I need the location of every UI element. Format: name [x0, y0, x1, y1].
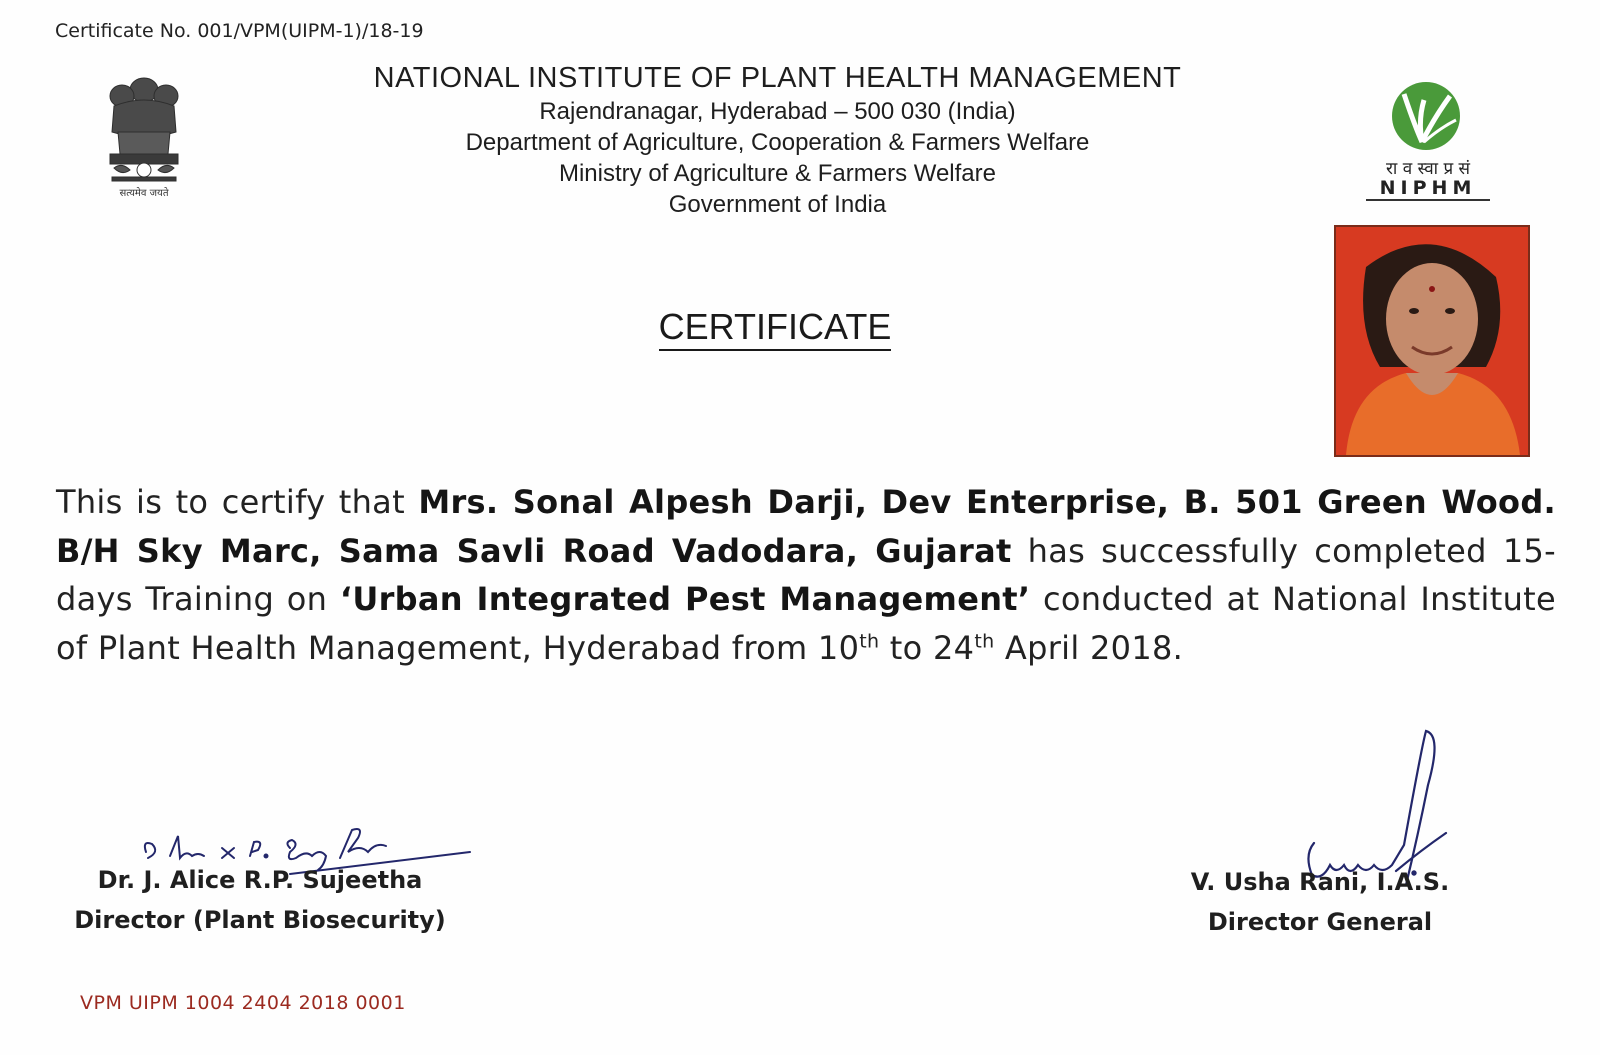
- institute-header: [300, 60, 1255, 220]
- end-date-suffix: th: [974, 629, 995, 652]
- department-name: Department of Agriculture, Cooperation & Farmers Welfare: [465, 129, 1090, 156]
- emblem-motto: सत्यमेव जयते: [119, 188, 169, 199]
- course-name: ‘Urban Integrated Pest Management’: [339, 580, 1031, 618]
- recipient-details: Mrs. Sonal Alpesh Darji, Dev Enterprise, B. 501 Green Wood. B/H Sky Marc, Sama Savli Road Vadodara, Gujarat: [56, 483, 1557, 570]
- left-signatory-name: Dr. J. Alice R.P. Sujeetha: [97, 866, 423, 894]
- left-signatory-designation: Director (Plant Biosecurity): [74, 906, 446, 934]
- body-after-course: conducted at National Institute of Plant Health Management, Hyderabad from 10: [56, 580, 1556, 667]
- right-signatory-name: V. Usha Rani, I.A.S.: [1190, 868, 1450, 896]
- certificate-title: [560, 306, 990, 348]
- start-date-suffix: th: [859, 629, 880, 652]
- niphm-text: NIPHM: [1379, 177, 1477, 199]
- recipient-photo: [1334, 225, 1530, 457]
- body-intro: This is to certify that: [56, 483, 419, 521]
- right-signatory-designation: Director General: [1207, 908, 1433, 936]
- certificate-number: Certificate No. 001/VPM(UIPM-1)/18-19: [55, 20, 424, 42]
- national-emblem-icon: [92, 72, 196, 202]
- body-to: to 24: [879, 628, 975, 667]
- body-tail: April 2018.: [994, 628, 1184, 667]
- serial-number: VPM UIPM 1004 2404 2018 0001: [80, 992, 406, 1014]
- government-name: Government of India: [668, 191, 887, 218]
- body-mid: has successfully completed 15-days Training on: [56, 531, 1556, 618]
- ministry-name: Ministry of Agriculture & Farmers Welfare: [558, 160, 996, 187]
- left-signatory: [60, 860, 460, 940]
- institute-address: Rajendranagar, Hyderabad – 500 030 (India): [539, 98, 1016, 125]
- niphm-logo: [1362, 80, 1494, 204]
- right-signatory: [1170, 862, 1470, 942]
- niphm-hindi-text: रा व स्वा प्र सं: [1385, 159, 1471, 179]
- certificate-title-text: CERTIFICATE: [659, 306, 892, 351]
- certificate-body: [56, 478, 1556, 672]
- institute-name: NATIONAL INSTITUTE OF PLANT HEALTH MANAGEMENT: [373, 62, 1182, 94]
